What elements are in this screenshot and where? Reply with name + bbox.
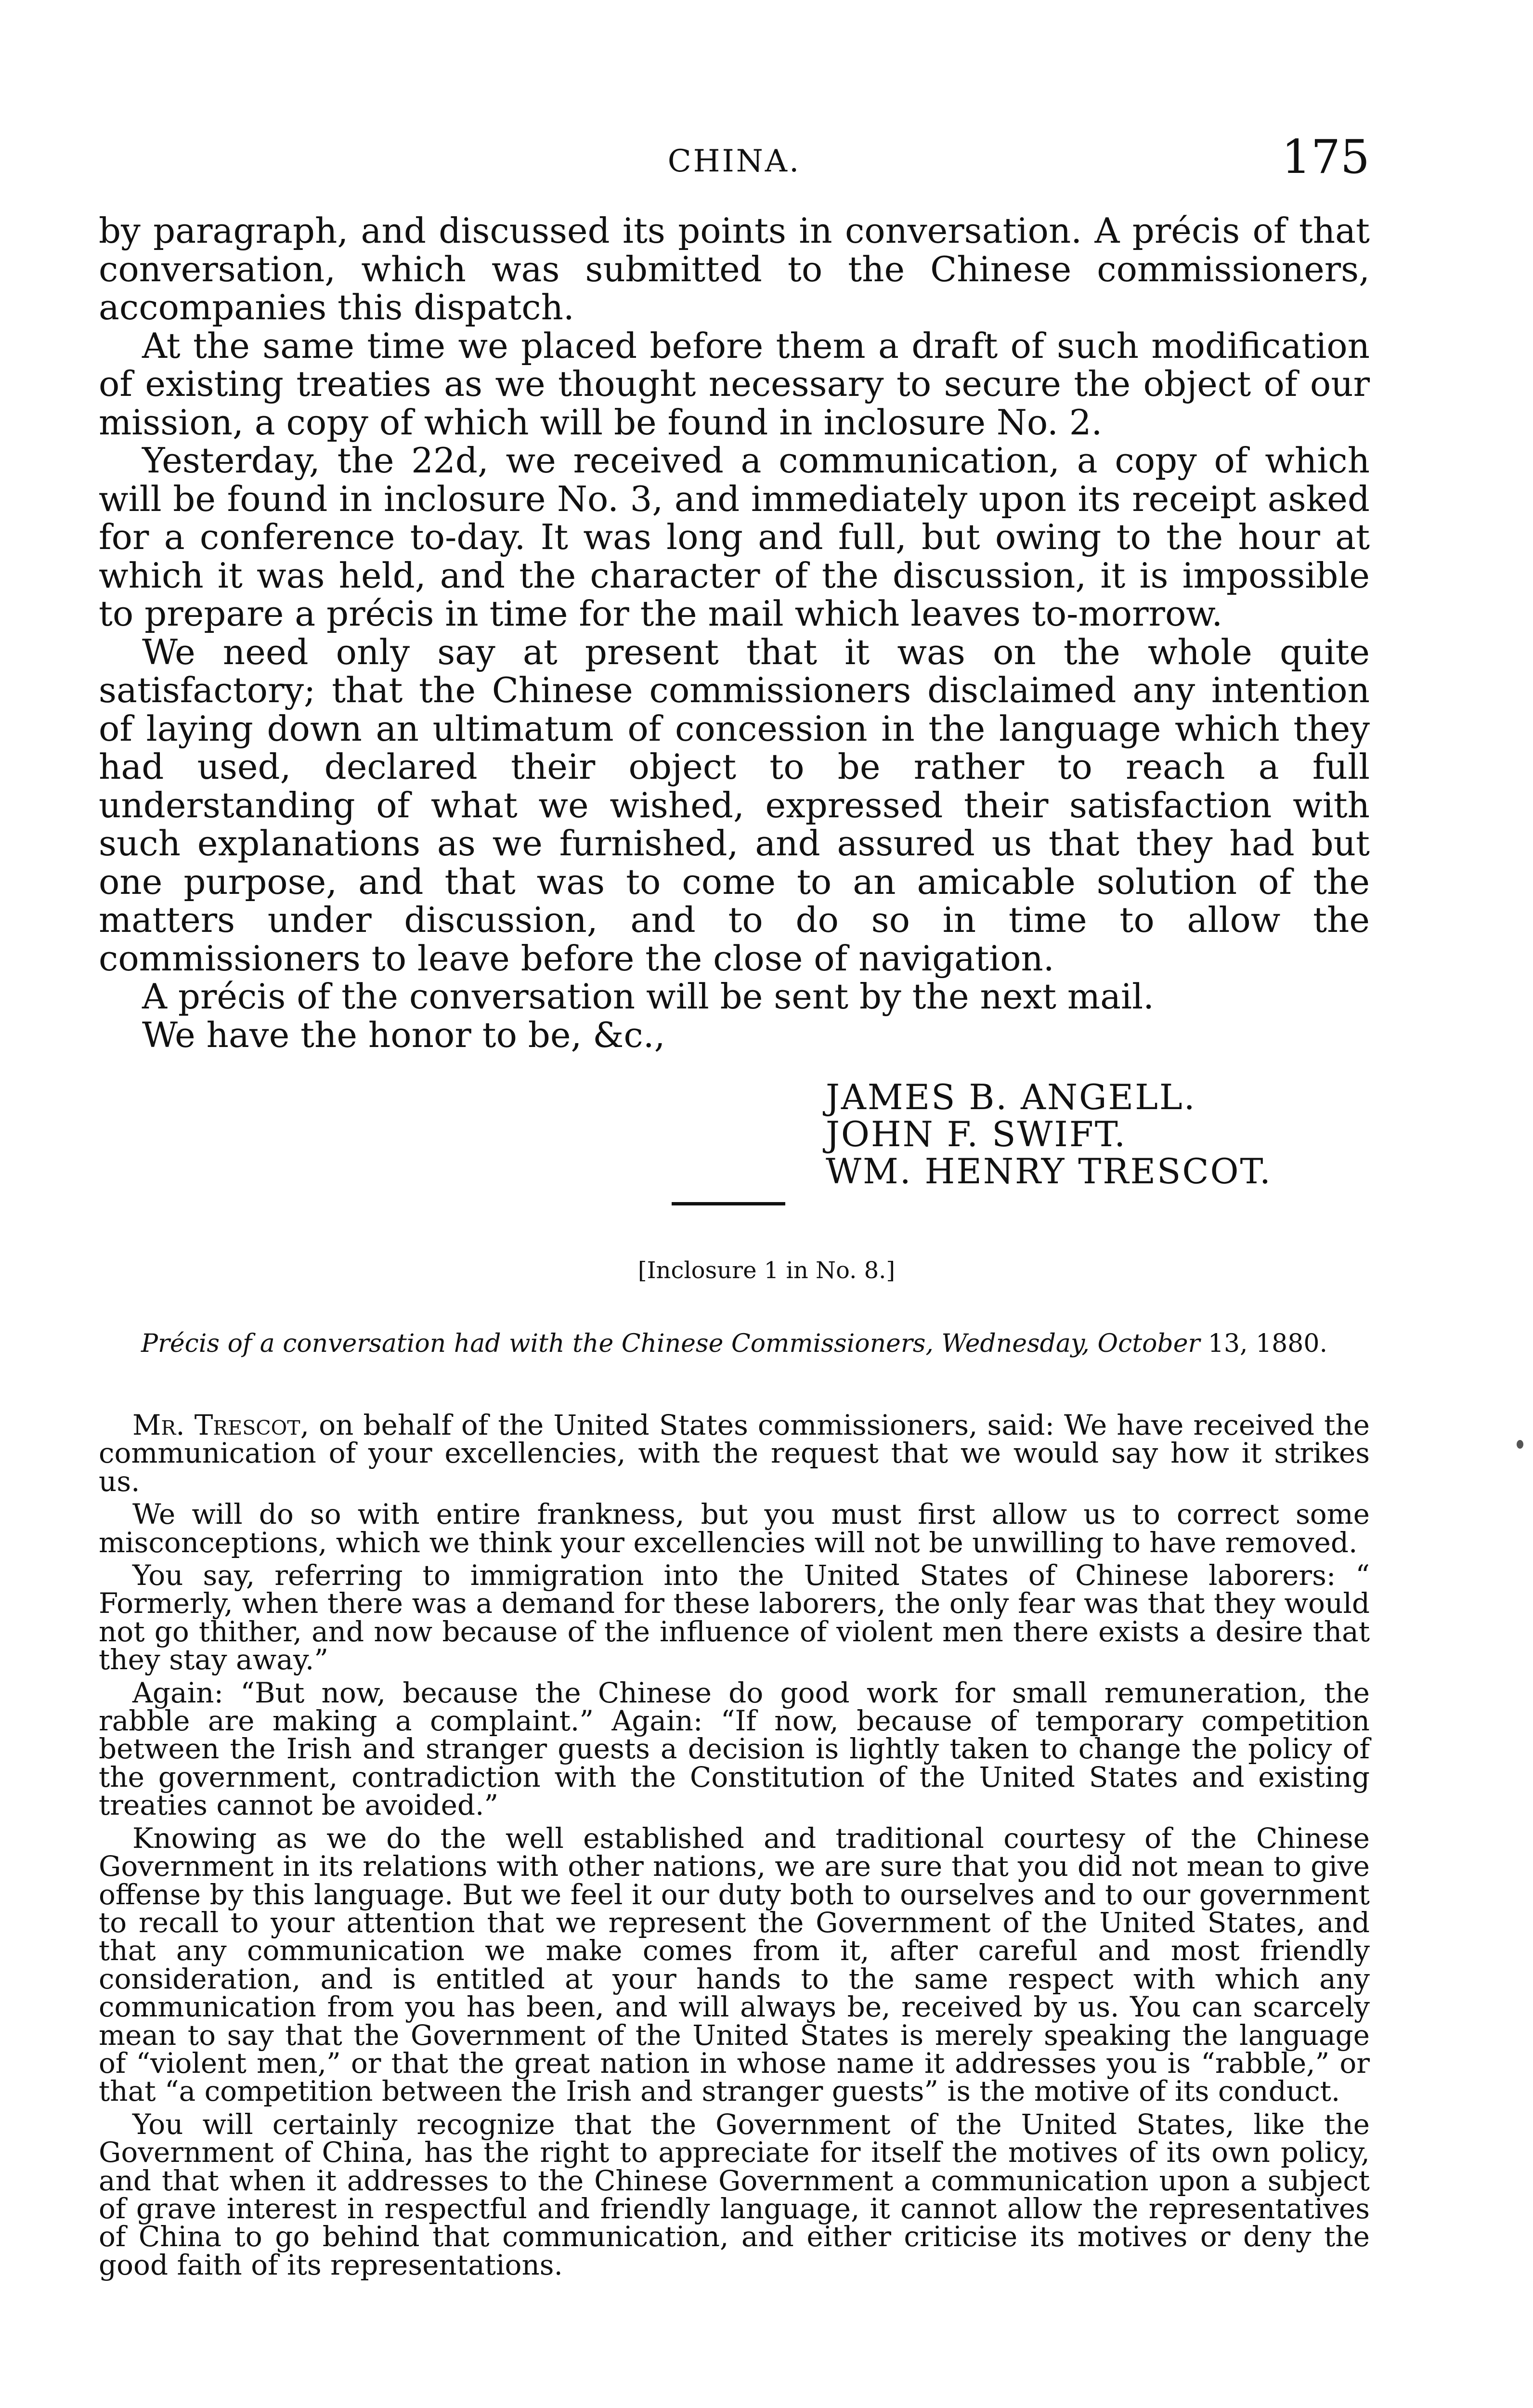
letter-paragraph: We need only say at present that it was on the whole quite satisfactory; that the Chinese commissioners disclaimed any intention of laying down an ultimatum of concession in the language which they had used, declared their object to be rather to reach a full understanding of what we wished, expressed their satisfaction with such explanations as we furnished, and assured us that they had but one purpose, and that was to come to an amicable solution of the matters under discussion, and to do so in time to allow the commissioners to leave before the close of navigation.: [99, 631, 1370, 979]
precis-body: [99, 1411, 1370, 2284]
precis-title: [99, 1329, 1370, 1358]
scan-speck: [1517, 1440, 1523, 1449]
inclosure-label: [Inclosure 1 in No. 8.]: [637, 1257, 896, 1284]
letter-paragraph: by paragraph, and discussed its points in conversation. A précis of that conversation, which was submitted to the Chinese commissioners, accompanies this dispatch.: [99, 210, 1370, 327]
letter-paragraph: At the same time we placed before them a draft of such modification of existing treaties as we thought necessary to secure the object of our mission, a copy of which will be found in inclosure No. 2.: [99, 325, 1370, 443]
running-title: CHINA.: [667, 144, 801, 179]
running-header: [99, 130, 1370, 183]
precis-paragraph: You say, referring to immigration into the United States of Chinese laborers: “ Formerly, when there was a demand for these laborers, the only fear was that they would not go thither, and now because of the influence of violent men there exists a desire that they stay away.”: [99, 1559, 1370, 1676]
letter-closing: We have the honor to be, &c.,: [142, 1014, 665, 1055]
signature-line: JOHN F. SWIFT.: [826, 1114, 1127, 1154]
signature-line: JAMES B. ANGELL.: [826, 1077, 1196, 1117]
precis-paragraph: You will certainly recognize that the Government of the United States, like the Government of China, has the right to appreciate for itself the motives of its own policy, and that when it addresses to the Chinese Government a communication upon a subject of grave interest in respectful and friendly language, it cannot allow the representatives of China to go behind that communication, and either criticise its motives or deny the good faith of its representations.: [99, 2107, 1370, 2281]
precis-paragraph: Knowing as we do the well established and traditional courtesy of the Chinese Government in its relations with other nations, we are sure that you did not mean to give offense by this language. But we feel it our duty both to ourselves and to our government to recall to your attention that we represent the Government of the United States, and that any communication we make comes from it, after careful and most friendly consideration, and is entitled at your hands to the same respect with which any communication from you has been, and will always be, received by us. You can scarcely mean to say that the Government of the United States is merely speaking the language of “violent men,” or that the great nation in whose name it addresses you is “rabble,” or that “a competition between the Irish and stranger guests” is the motive of its conduct.: [99, 1821, 1370, 2108]
signature-block: [826, 1079, 1272, 1190]
speaker-name: Mr. Trescot,: [132, 1409, 310, 1441]
letter-body: [99, 212, 1370, 1054]
section-divider: [672, 1202, 785, 1205]
page-number: 175: [1281, 130, 1370, 184]
signature-line: WM. HENRY TRESCOT.: [826, 1151, 1272, 1191]
precis-paragraph-text: on behalf of the United States commissioners, said: We have received the communication of your excellencies, with the request that we would say how it strikes us.: [99, 1409, 1370, 1498]
precis-title-text: Précis of a conversation had with the Chinese Commissioners, Wednesday, October: [141, 1329, 1200, 1358]
letter-paragraph: Yesterday, the 22d, we received a communication, a copy of which will be found in inclosure No. 3, and immediately upon its receipt asked for a conference to-day. It was long and full, but owing to the hour at which it was held, and the character of the discussion, it is impossible to prepare a précis in time for the mail which leaves to-morrow.: [99, 440, 1370, 634]
precis-paragraph: We will do so with entire frankness, but you must first allow us to correct some misconceptions, which we think your excellencies will not be unwilling to have removed.: [99, 1498, 1370, 1559]
precis-paragraph: Again: “But now, because the Chinese do good work for small remuneration, the rabble are making a complaint.” Again: “If now, because of temporary competition between the Irish and stranger guests a decision is lightly taken to change the policy of the government, contradiction with the Constitution of the United States and existing treaties cannot be avoided.”: [99, 1676, 1370, 1822]
letter-paragraph: A précis of the conversation will be sent by the next mail.: [142, 976, 1154, 1017]
precis-paragraph: [99, 1409, 1370, 1498]
precis-title-date: 13, 1880.: [1208, 1329, 1327, 1358]
